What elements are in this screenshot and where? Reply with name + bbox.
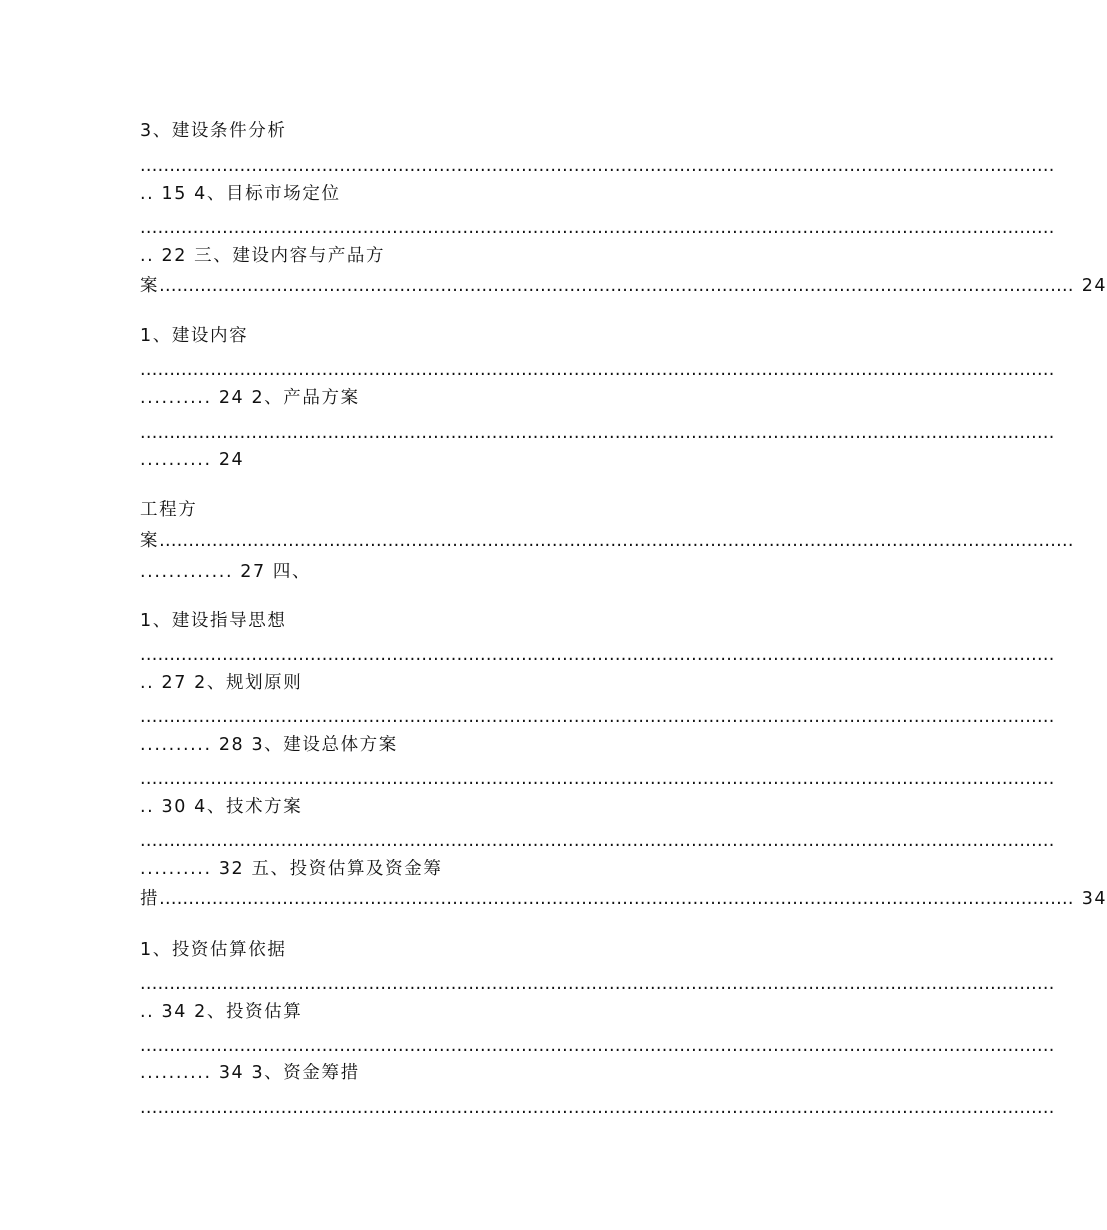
dot-leader-row [140, 642, 1055, 668]
dot-leader: ............................................................................................................................................................ [140, 156, 1055, 176]
dot-leader: ............................................................................................................................................................ [140, 769, 1055, 789]
toc-text: 案 [140, 276, 160, 296]
toc-text: 27 四、 [240, 562, 312, 582]
page-number: 34 [1081, 889, 1107, 909]
leader-prefix: .......... [140, 1063, 212, 1083]
toc-text: 措 [140, 889, 160, 909]
toc-line-product-plan [140, 385, 804, 411]
toc-text: 22 三、建设内容与产品方 [161, 246, 386, 266]
toc-text: 3、建设条件分析 [140, 121, 287, 141]
toc-text: 28 3、建设总体方案 [218, 735, 398, 755]
toc-line-guiding-ideology [140, 608, 804, 634]
dot-leader: ............................................................................................................................................................ [140, 974, 1055, 994]
toc-line-investment-estimate [140, 999, 804, 1025]
dot-leader-row [140, 1095, 1055, 1121]
dot-leader: ............................................................................................................................................................ [140, 831, 1055, 851]
dot-leader-row [140, 1033, 1055, 1059]
toc-line-engineering-plan [140, 497, 804, 523]
toc-text: 15 4、目标市场定位 [161, 184, 341, 204]
toc-text: 32 五、投资估算及资金筹 [218, 859, 443, 879]
toc-text: 1、建设指导思想 [140, 611, 287, 631]
toc-line-estimation-basis [140, 937, 804, 963]
page-number: 24 [1081, 276, 1107, 296]
leader-prefix: .. [140, 184, 155, 204]
leader-prefix: .. [140, 673, 155, 693]
dot-leader: ............................................................................................................................................................ [140, 423, 1055, 443]
dot-leader-row [140, 971, 1055, 997]
dot-leader-row [140, 704, 1055, 730]
dot-leader-row [140, 357, 1055, 383]
leader-prefix: .. [140, 797, 155, 817]
toc-line-section-four [140, 559, 804, 585]
dot-leader: ............................................................................................................................................................ [159, 531, 1074, 551]
dot-leader-row [140, 153, 1055, 179]
dot-leader: ............................................................................................................................................................ [140, 360, 1055, 380]
toc-text: 34 2、投资估算 [161, 1002, 303, 1022]
dot-leader-row [140, 766, 1055, 792]
toc-line-construction-conditions [140, 118, 804, 144]
toc-text: 34 3、资金筹措 [218, 1063, 360, 1083]
dot-leader: ............................................................................................................................................................ [159, 276, 1074, 296]
leader-prefix: .. [140, 246, 155, 266]
dot-leader: ............................................................................................................................................................ [140, 218, 1055, 238]
leader-prefix: ............. [140, 562, 234, 582]
toc-line-plan-page [140, 273, 1107, 299]
toc-text: 工程方 [140, 500, 198, 520]
toc-line-investment-heading [140, 856, 804, 882]
leader-prefix: .......... [140, 450, 212, 470]
dot-leader: ............................................................................................................................................................ [140, 1098, 1055, 1118]
toc-text: 1、建设内容 [140, 326, 249, 346]
toc-text: 1、投资估算依据 [140, 940, 287, 960]
dot-leader-row [140, 420, 1055, 446]
toc-line-construction-content-heading [140, 243, 804, 269]
dot-leader-row [140, 828, 1055, 854]
toc-text: 27 2、规划原则 [161, 673, 303, 693]
toc-line-target-market [140, 181, 804, 207]
dot-leader-row [140, 215, 1055, 241]
toc-line-page-24 [140, 447, 804, 473]
toc-line-overall-plan [140, 732, 804, 758]
leader-prefix: .......... [140, 859, 212, 879]
toc-line-construction-content [140, 323, 804, 349]
dot-leader: ............................................................................................................................................................ [140, 645, 1055, 665]
leader-prefix: .. [140, 1002, 155, 1022]
toc-text: 案 [140, 531, 160, 551]
leader-prefix: .......... [140, 735, 212, 755]
toc-line-plan-leader [140, 528, 1074, 554]
toc-line-funding-page [140, 886, 1107, 912]
page-number: 24 [218, 450, 245, 470]
toc-text: 30 4、技术方案 [161, 797, 303, 817]
dot-leader: ............................................................................................................................................................ [140, 1036, 1055, 1056]
toc-line-funding [140, 1060, 804, 1086]
toc-text: 24 2、产品方案 [218, 388, 360, 408]
dot-leader: ............................................................................................................................................................ [140, 707, 1055, 727]
toc-line-technical-plan [140, 794, 804, 820]
leader-prefix: .......... [140, 388, 212, 408]
dot-leader: ............................................................................................................................................................ [159, 889, 1074, 909]
toc-line-planning-principles [140, 670, 804, 696]
